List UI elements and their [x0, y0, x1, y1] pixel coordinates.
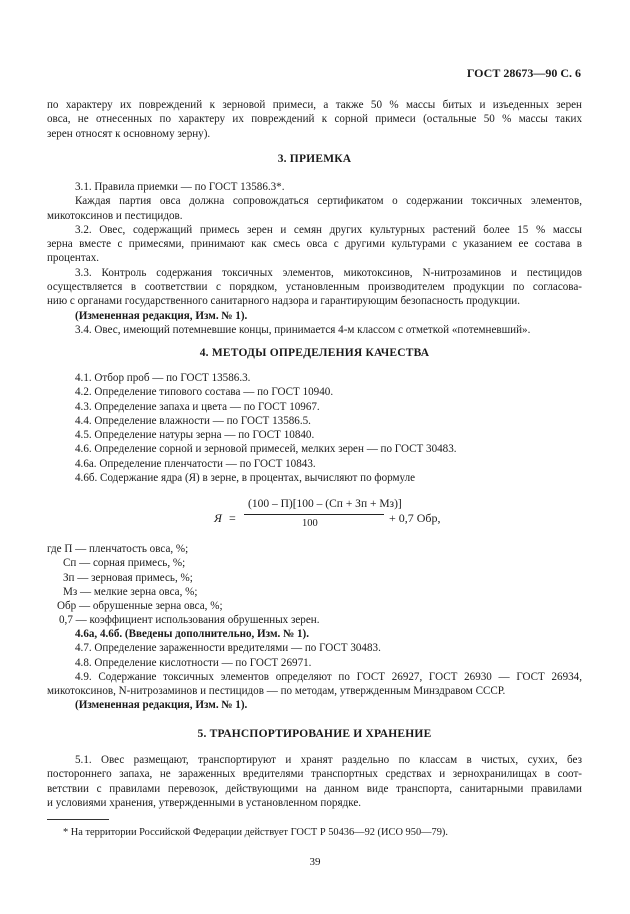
page-number: 39 — [309, 856, 321, 868]
section-5-title: 5. ТРАНСПОРТИРОВАНИЕ И ХРАНЕНИЕ — [197, 728, 432, 740]
list-item: 4.6. Определение сорной и зерновой примесей, мелких зерен — по ГОСТ 30483. — [75, 443, 457, 456]
text-line: овса, не отнесенных по характеру их повреждений к сорной примеси (остальные 50 % массы таких — [47, 113, 582, 126]
section-4-tail — [47, 627, 582, 713]
formula-denominator: 100 — [302, 518, 318, 529]
fraction-bar — [244, 514, 384, 515]
list-item: 4.6а. Определение пленчатости — по ГОСТ 10843. — [75, 457, 316, 470]
text-line: ветствии с правилами перевозок, действующими на данном виде транспорта, санитарными правилами — [47, 782, 582, 795]
amendment-note: (Измененная редакция, Изм. № 1). — [75, 309, 248, 322]
legend-item: Обр — обрушенные зерна овса, %; — [57, 600, 223, 613]
legend-item: где П — пленчатость овса, %; — [47, 543, 189, 555]
amendment-note: (Измененная редакция, Изм. № 1). — [75, 699, 248, 712]
text-line: зерен относят к основному зерну). — [47, 127, 211, 140]
list-item: 4.5. Определение натуры зерна — по ГОСТ 10840. — [75, 429, 315, 442]
list-item: 4.3. Определение запаха и цвета — по ГОСТ 10967. — [75, 400, 320, 413]
text-line: осуществляется в соответствии с порядком, установленным производителем продукции по согласова- — [47, 281, 582, 294]
footnote: * На территории Российской Федерации действует ГОСТ Р 50436—92 (ИСО 950—79). — [63, 827, 448, 838]
section-4-list — [47, 371, 582, 485]
text-line: процентах. — [47, 252, 100, 265]
formula-numerator: (100 – П)[100 – (Cп + Зп + Мз)] — [248, 498, 402, 510]
legend-item: Cп — сорная примесь, %; — [63, 557, 186, 570]
text-line: постороннего запаха, не зараженных вредителями транспортных средствах и зернохранилищах в соот- — [47, 768, 582, 781]
section-3-title: 3. ПРИЕМКА — [277, 153, 352, 165]
paragraph-4-7: 4.7. Определение зараженности вредителями — по ГОСТ 30483. — [75, 642, 381, 655]
text-line: 3.3. Контроль содержания токсичных элементов, микотоксинов, N-нитрозаминов и пестицидов — [75, 266, 582, 279]
list-item: 4.4. Определение влажности — по ГОСТ 13586.5. — [75, 414, 311, 427]
legend-item: Мз — мелкие зерна овса, %; — [63, 585, 198, 598]
text-line: микотоксинов, N-нитрозаминов и пестицидов — по методам, утвержденным Минздравом СССР. — [47, 685, 506, 698]
section-5-body — [47, 753, 582, 810]
section-3-body — [47, 180, 582, 337]
formula-legend — [47, 542, 547, 628]
list-item: 4.1. Отбор проб — по ГОСТ 13586.3. — [75, 372, 251, 384]
paragraph-3-4: 3.4. Овес, имеющий потемневшие концы, принимается 4-м классом с отметкой «потемневший». — [75, 323, 531, 336]
text-line: 5.1. Овес размещают, транспортируют и хранят раздельно по классам в чистых, сухих, без — [75, 754, 582, 766]
text-line: 3.2. Овес, содержащий примесь зерен и семян других культурных растений более 15 % массы — [75, 223, 582, 236]
section-4-title: 4. МЕТОДЫ ОПРЕДЕЛЕНИЯ КАЧЕСТВА — [199, 347, 430, 359]
text-line: Каждая партия овса должна сопровождаться сертификатом о содержании токсичных элементов, — [75, 195, 582, 208]
legend-item: 0,7 — коэффициент использования обрушенных зерен. — [59, 614, 320, 627]
document-header: ГОСТ 28673—90 С. 6 — [466, 66, 581, 80]
paragraph-3-1: 3.1. Правила приемки — по ГОСТ 13586.3*. — [75, 181, 285, 193]
text-line: по характеру их повреждений к зерновой примеси, а также 50 % массы битых и изъеденных зерен — [47, 99, 582, 111]
text-line: нию с органами государственного санитарного надзора и гарантирующим безопасность продукции. — [47, 295, 520, 308]
text-line: микотоксинов и пестицидов. — [47, 209, 183, 222]
formula-tail: + 0,7 Обр, — [389, 511, 441, 525]
legend-item: Зп — зерновая примесь, %; — [63, 571, 193, 584]
intro-paragraph — [47, 98, 582, 141]
paragraph-4-8: 4.8. Определение кислотности — по ГОСТ 26971. — [75, 656, 312, 669]
text-line: зерна вместе с примесями, принимают как смесь овса с другими культурами с указанием ее состава в — [47, 238, 582, 251]
text-line: 4.9. Содержание токсичных элементов определяют по ГОСТ 26927, ГОСТ 26930 — ГОСТ 26934, — [75, 670, 582, 683]
footnote-divider — [47, 819, 109, 820]
formula-lhs: Я — [214, 511, 222, 525]
formula-equals: = — [229, 511, 236, 525]
list-item: 4.6б. Содержание ядра (Я) в зерне, в процентах, вычисляют по формуле — [75, 472, 416, 485]
amendment-note: 4.6а, 4.6б. (Введены дополнительно, Изм. № 1). — [75, 628, 310, 640]
text-line: и условиями хранения, утвержденными в установленном порядке. — [47, 796, 362, 809]
list-item: 4.2. Определение типового состава — по ГОСТ 10940. — [75, 386, 334, 399]
